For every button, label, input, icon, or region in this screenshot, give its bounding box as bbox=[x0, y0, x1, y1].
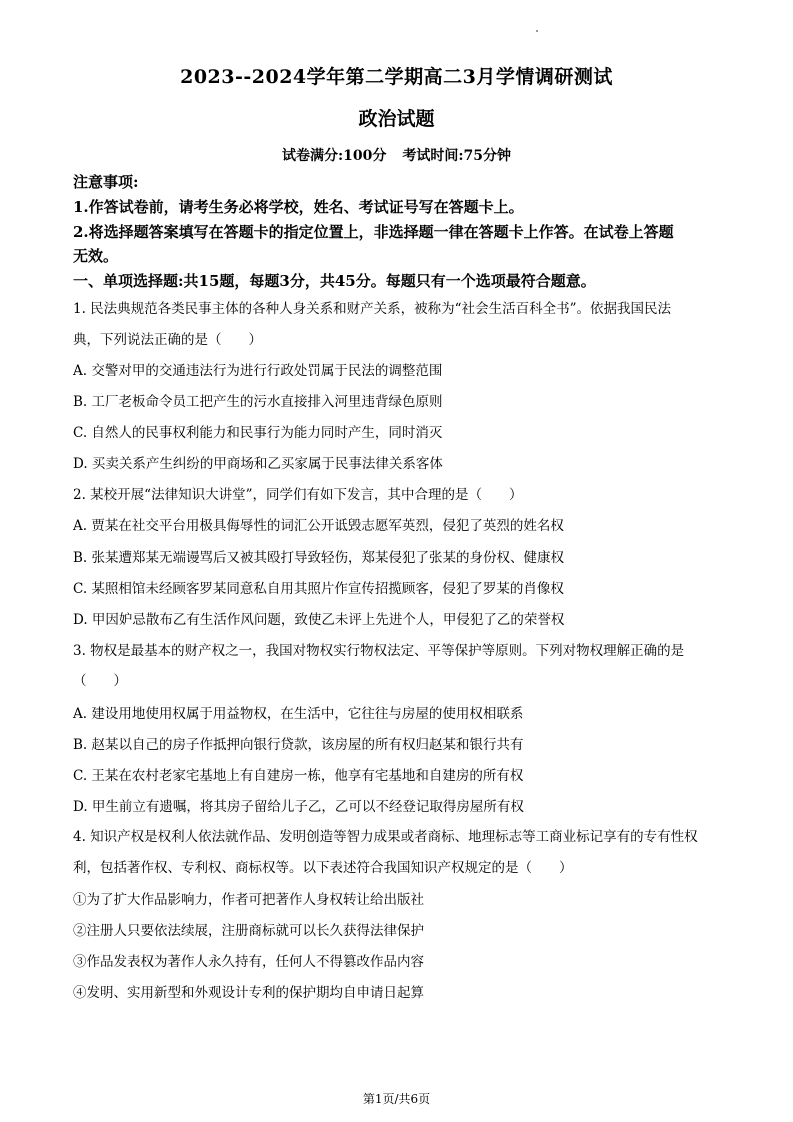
notice-item-2: 2.将选择题答案填写在答题卡的指定位置上，非选择题一律在答题卡上作答。在试卷上答题 bbox=[73, 223, 674, 241]
q3-option-d: D. 甲生前立有遗嘱，将其房子留给儿子乙，乙可以不经登记取得房屋所有权 bbox=[73, 799, 524, 815]
q4-option-2: ②注册人只要依法续展，注册商标就可以长久获得法律保护 bbox=[73, 923, 424, 939]
q2-stem: 2. 某校开展“法律知识大讲堂”，同学们有如下发言，其中合理的是（ ） bbox=[73, 487, 523, 503]
q3-option-b: B. 赵某以自己的房子作抵押向银行贷款，该房屋的所有权归赵某和银行共有 bbox=[73, 737, 524, 753]
q1-stem-line-1: 1. 民法典规范各类民事主体的各种人身关系和财产关系，被称为“社会生活百科全书”。依据我国民法 bbox=[73, 301, 671, 317]
q2-option-d: D. 甲因妒忌散布乙有生活作风问题，致使乙未评上先进个人，甲侵犯了乙的荣誉权 bbox=[73, 612, 565, 628]
q3-option-c: C. 王某在农村老家宅基地上有自建房一栋，他享有宅基地和自建房的所有权 bbox=[73, 768, 524, 784]
q3-option-a: A. 建设用地使用权属于用益物权，在生活中，它往往与房屋的使用权相联系 bbox=[73, 706, 524, 722]
section-heading: 一、单项选择题:共15题，每题3分，共45分。每题只有一个选项最符合题意。 bbox=[73, 272, 596, 290]
exam-time: 考试时间:75分钟 bbox=[402, 148, 512, 164]
page-number: 第1页/共6页 bbox=[362, 1092, 431, 1106]
notice-item-1: 1.作答试卷前，请考生务必将学校，姓名、考试证号写在答题卡上。 bbox=[73, 198, 524, 216]
notice-heading: 注意事项: bbox=[73, 173, 139, 191]
q4-option-1: ①为了扩大作品影响力，作者可把著作人身权转让给出版社 bbox=[73, 892, 424, 908]
q3-stem-line-1: 3. 物权是最基本的财产权之一，我国对物权实行物权法定、平等保护等原则。下列对物权理解正确的是 bbox=[73, 643, 685, 659]
exam-title: 2023--2024学年第二学期高二3月学情调研测试 bbox=[180, 66, 613, 88]
q4-stem-line-1: 4. 知识产权是权利人依法就作品、发明创造等智力成果或者商标、地理标志等工商业标记享有的专有性权 bbox=[73, 829, 698, 845]
q4-stem-line-2: 利，包括著作权、专利权、商标权等。以下表述符合我国知识产权规定的是（ ） bbox=[73, 860, 573, 876]
notice-item-2-cont: 无效。 bbox=[73, 247, 119, 265]
q1-option-d: D. 买卖关系产生纠纷的甲商场和乙买家属于民事法律关系客体 bbox=[73, 456, 443, 472]
exam-meta bbox=[0, 145, 793, 165]
scan-speck bbox=[536, 30, 538, 32]
q4-option-3: ③作品发表权为著作人永久持有，任何人不得篡改作品内容 bbox=[73, 954, 424, 970]
q1-stem-line-2: 典，下列说法正确的是（ ） bbox=[73, 332, 262, 348]
q1-option-a: A. 交警对甲的交通违法行为进行行政处罚属于民法的调整范围 bbox=[73, 363, 443, 379]
full-score: 试卷满分:100分 bbox=[281, 148, 387, 164]
q3-stem-line-2: （ ） bbox=[73, 673, 127, 689]
exam-subject: 政治试题 bbox=[358, 108, 435, 130]
q2-option-a: A. 贾某在社交平台用极具侮辱性的词汇公开诋毁志愿军英烈，侵犯了英烈的姓名权 bbox=[73, 518, 564, 534]
q1-option-b: B. 工厂老板命令员工把产生的污水直接排入河里违背绿色原则 bbox=[73, 394, 443, 410]
q2-option-c: C. 某照相馆未经顾客罗某同意私自用其照片作宣传招揽顾客，侵犯了罗某的肖像权 bbox=[73, 581, 564, 597]
q1-option-c: C. 自然人的民事权利能力和民事行为能力同时产生，同时消灭 bbox=[73, 425, 443, 441]
q2-option-b: B. 张某遭郑某无端谩骂后又被其殴打导致轻伤，郑某侵犯了张某的身份权、健康权 bbox=[73, 550, 565, 566]
q4-option-4: ④发明、实用新型和外观设计专利的保护期均自申请日起算 bbox=[73, 985, 424, 1001]
